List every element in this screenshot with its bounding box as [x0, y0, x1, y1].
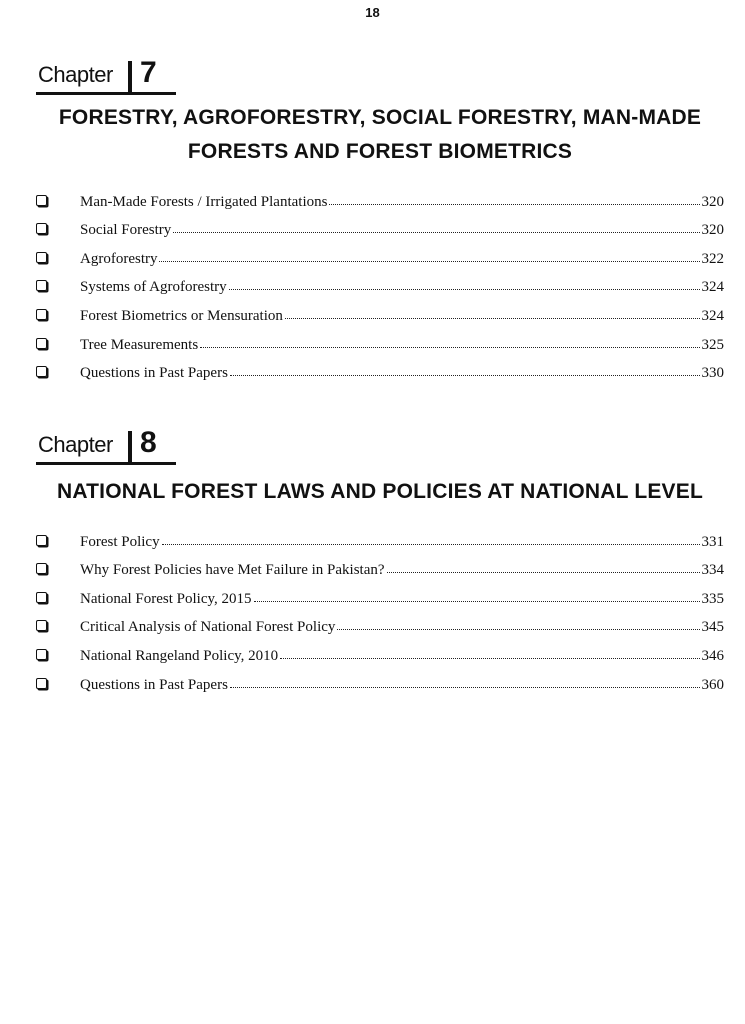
- dot-leader: [329, 203, 699, 205]
- toc-entry-label: Tree Measurements: [80, 336, 199, 353]
- toc-entry-page: 346: [701, 647, 724, 664]
- checkbox-icon: [36, 678, 47, 689]
- toc-entry-page: 324: [701, 279, 724, 296]
- toc-entry-label: Man-Made Forests / Irrigated Plantations: [80, 193, 328, 210]
- chapter-number: 7: [140, 56, 157, 89]
- toc-entry-label: Forest Policy: [80, 533, 160, 550]
- chapter-divider: [128, 431, 132, 465]
- toc-entry-page: 345: [701, 619, 724, 636]
- toc-entry-label: Questions in Past Papers: [80, 365, 228, 382]
- toc-entry-page: 320: [701, 193, 724, 210]
- checkbox-icon: [36, 535, 47, 546]
- dot-leader: [230, 374, 700, 376]
- toc-entry-page: 335: [701, 590, 724, 607]
- checkbox-icon: [36, 563, 47, 574]
- chapter-title-line: FORESTRY, AGROFORESTRY, SOCIAL FORESTRY, MAN-MADE: [58, 106, 702, 129]
- dot-leader: [254, 600, 700, 602]
- toc-entry[interactable]: [36, 211, 724, 240]
- dot-leader: [200, 346, 699, 348]
- toc-entry-page: 320: [701, 222, 724, 239]
- toc-entry[interactable]: [36, 665, 724, 694]
- toc-entry-label: Forest Biometrics or Mensuration: [80, 307, 283, 324]
- toc-entry[interactable]: [36, 325, 724, 354]
- toc-entry[interactable]: [36, 354, 724, 383]
- toc-entry-page: 322: [701, 250, 724, 267]
- checkbox-icon: [36, 338, 47, 349]
- toc-entry-page: 360: [701, 676, 724, 693]
- chapter-title-line: FORESTS AND FOREST BIOMETRICS: [187, 140, 573, 163]
- toc-entry-page: 331: [701, 533, 724, 550]
- dot-leader: [173, 231, 699, 233]
- checkbox-icon: [36, 592, 47, 603]
- checkbox-icon: [36, 280, 47, 291]
- chapter-word: Chapter: [38, 432, 113, 457]
- toc-entry[interactable]: [36, 296, 724, 325]
- toc-entry[interactable]: [36, 608, 724, 637]
- chapter-8-heading: [36, 422, 176, 465]
- dot-leader: [162, 543, 700, 545]
- toc-entry-label: Systems of Agroforestry: [80, 279, 227, 296]
- toc-entry-label: Questions in Past Papers: [80, 676, 228, 693]
- toc-entry[interactable]: [36, 551, 724, 580]
- dot-leader: [229, 288, 700, 290]
- toc-entry-label: Social Forestry: [80, 222, 172, 239]
- toc-entry-label: Agroforestry: [80, 250, 158, 267]
- toc-entry-label: Why Forest Policies have Met Failure in Pakistan?: [80, 562, 385, 579]
- chapter-7-heading: [36, 52, 176, 95]
- dot-leader: [230, 686, 700, 688]
- toc-entry-label: National Forest Policy, 2015: [80, 590, 252, 607]
- toc-entry-label: National Rangeland Policy, 2010: [80, 647, 279, 664]
- toc-entry[interactable]: [36, 268, 724, 297]
- toc-entry-page: 325: [701, 336, 724, 353]
- toc-entry-page: 324: [701, 307, 724, 324]
- chapter-title-line: NATIONAL FOREST LAWS AND POLICIES AT NATIONAL LEVEL: [56, 480, 704, 503]
- toc-entry[interactable]: [36, 636, 724, 665]
- chapter-8-title: [40, 475, 720, 509]
- checkbox-icon: [36, 195, 47, 206]
- toc-entry[interactable]: [36, 579, 724, 608]
- checkbox-icon: [36, 223, 47, 234]
- chapter-number: 8: [140, 426, 157, 459]
- dot-leader: [285, 317, 700, 319]
- dot-leader: [387, 571, 700, 573]
- chapter-7-toc: [36, 182, 724, 382]
- toc-entry-page: 334: [701, 562, 724, 579]
- checkbox-icon: [36, 649, 47, 660]
- dot-leader: [337, 628, 699, 630]
- checkbox-icon: [36, 252, 47, 263]
- dot-leader: [280, 657, 699, 659]
- toc-entry-label: Critical Analysis of National Forest Policy: [80, 619, 336, 636]
- toc-entry[interactable]: [36, 182, 724, 211]
- toc-entry[interactable]: [36, 522, 724, 551]
- checkbox-icon: [36, 309, 47, 320]
- toc-entry[interactable]: [36, 239, 724, 268]
- chapter-word: Chapter: [38, 62, 113, 87]
- chapter-8-toc: [36, 522, 724, 694]
- chapter-7-title: [40, 101, 720, 169]
- dot-leader: [159, 260, 699, 262]
- checkbox-icon: [36, 366, 47, 377]
- page-number: 18: [365, 5, 380, 20]
- chapter-divider: [128, 61, 132, 95]
- checkbox-icon: [36, 620, 47, 631]
- toc-entry-page: 330: [701, 365, 724, 382]
